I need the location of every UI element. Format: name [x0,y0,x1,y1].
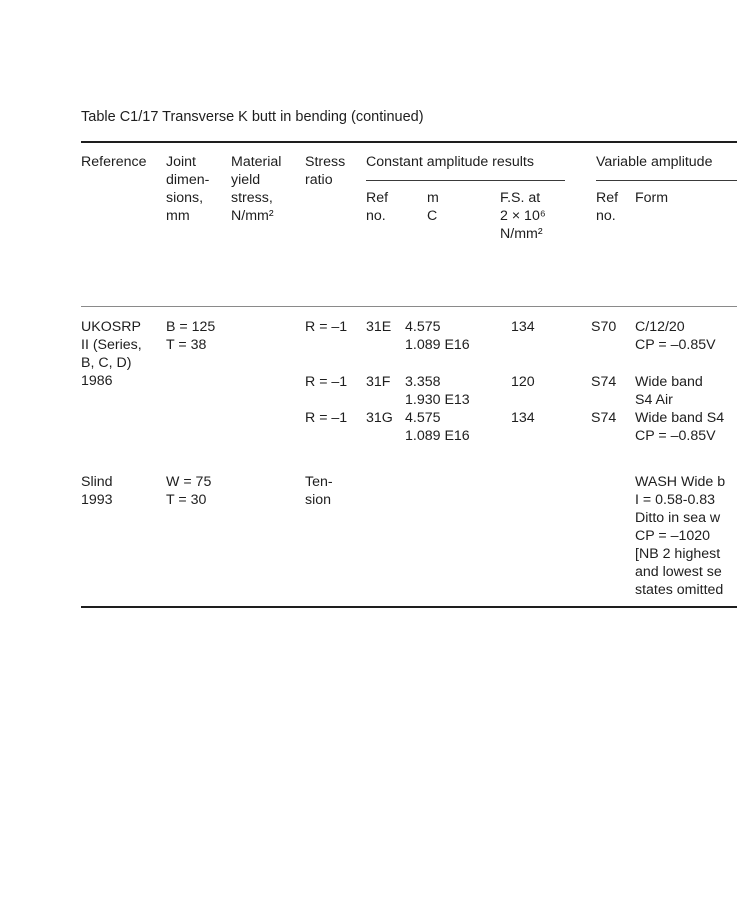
table-bottom-rule [81,606,737,608]
ukosrp-reference: UKOSRP II (Series, B, C, D) 1986 [81,319,142,389]
ref-no-31g: 31G [366,410,393,426]
m-c-31f: 3.358 1.930 E13 [405,374,470,408]
va-ref-31e: S70 [591,319,617,335]
header-ca-fatigue-strength: F.S. at 2 × 10⁶ N/mm² [500,190,546,242]
header-va-ref-no: Ref no. [596,190,619,224]
va-form-31f: Wide band S4 Air [635,374,703,408]
va-form-31e: C/12/20 CP = –0.85V [635,319,716,353]
header-joint-dimensions: Joint dimen- sions, mm [166,154,210,224]
header-bottom-rule [81,306,737,307]
slind-va-form: WASH Wide b I = 0.58-0.83 Ditto in sea w CP = –1020 [NB 2 highest and lowest se states omitted [635,474,726,598]
header-ca-ref-no: Ref no. [366,190,389,224]
header-reference: Reference [81,154,147,170]
header-material-yield-stress: Material yield stress, N/mm² [231,154,282,224]
va-form-31g: Wide band S4 CP = –0.85V [635,410,725,444]
stress-ratio-31g: R = –1 [305,410,348,426]
va-ref-31f: S74 [591,374,617,390]
m-c-31e: 4.575 1.089 E16 [405,319,470,353]
slind-stress-ratio: Ten- sion [305,474,333,508]
fs-31e: 134 [511,319,535,335]
va-ref-31g: S74 [591,410,617,426]
m-c-31g: 4.575 1.089 E16 [405,410,470,444]
header-va-form: Form [635,190,669,206]
ref-no-31f: 31F [366,374,391,390]
header-ca-m-c: m C [427,190,439,224]
constant-group-rule [366,180,565,181]
fs-31f: 120 [511,374,535,390]
header-constant-amplitude-group: Constant amplitude results [366,154,534,170]
table-top-rule [81,141,737,143]
slind-joint-dimensions: W = 75 T = 30 [166,474,212,508]
slind-reference: Slind 1993 [81,474,113,508]
stress-ratio-31f: R = –1 [305,374,348,390]
fs-31g: 134 [511,410,535,426]
ukosrp-joint-dimensions: B = 125 T = 38 [166,319,216,353]
table-caption: Table C1/17 Transverse K butt in bending (continued) [81,109,424,125]
header-stress-ratio: Stress ratio [305,154,346,188]
variable-group-rule [596,180,737,181]
stress-ratio-31e: R = –1 [305,319,348,335]
ref-no-31e: 31E [366,319,392,335]
header-variable-amplitude-group: Variable amplitude [596,154,713,170]
